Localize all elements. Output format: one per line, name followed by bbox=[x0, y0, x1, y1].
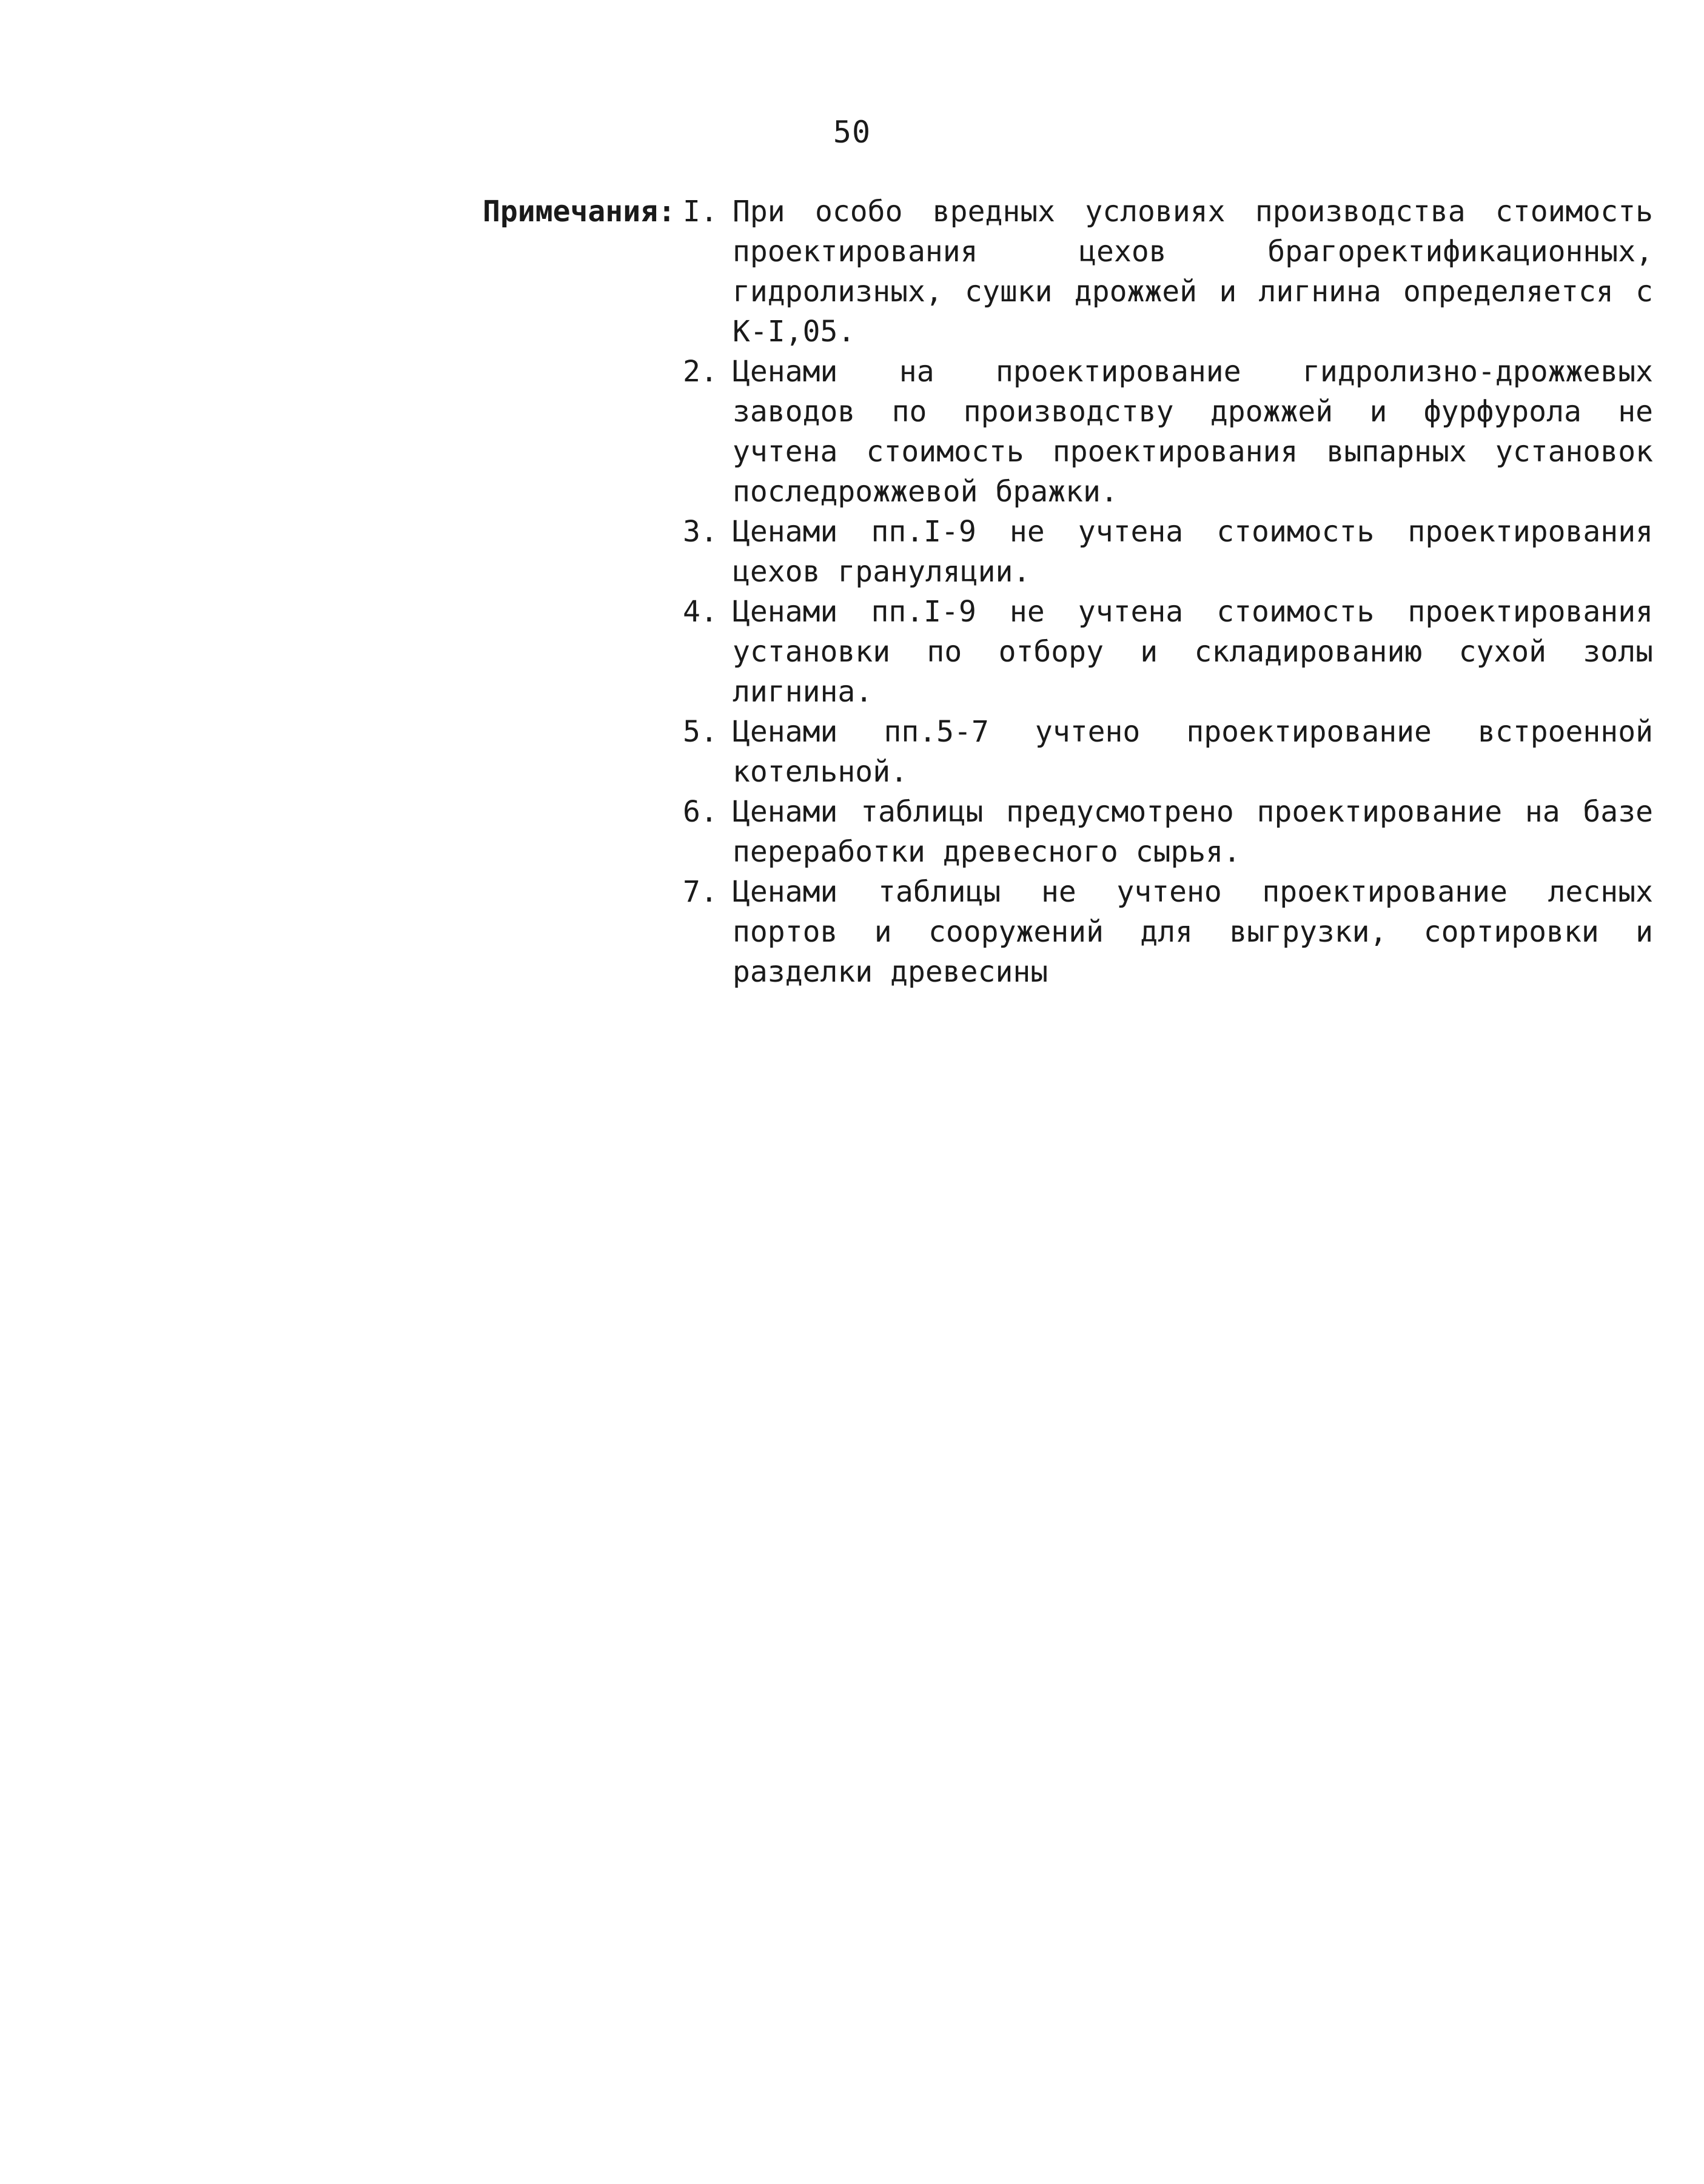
note-number: 5. bbox=[683, 715, 718, 749]
notes-row bbox=[483, 192, 1653, 992]
note-number: 2. bbox=[683, 355, 718, 389]
note-number: 3. bbox=[683, 515, 718, 549]
note-item-6 bbox=[683, 792, 1653, 872]
note-text: Ценами пп.5-7 учтено проектирование встроенной котельной. bbox=[733, 715, 1653, 789]
note-text: Ценами таблицы не учтено проектирование лесных портов и сооружений для выгрузки, сортировки и разделки древесины bbox=[733, 875, 1653, 989]
note-item-1 bbox=[683, 192, 1653, 352]
note-item-2 bbox=[683, 352, 1653, 512]
note-text: При особо вредных условиях производства стоимость проектирования цехов брагоректификационных, гидролизных, сушки дрожжей и лигнина определяется с К-I,05. bbox=[733, 195, 1653, 349]
note-text: Ценами на проектирование гидролизно-дрожжевых заводов по производству дрожжей и фурфурола не учтена стоимость проектирования выпарных установок последрожжевой бражки. bbox=[733, 355, 1653, 509]
note-text: Ценами таблицы предусмотрено проектирование на базе переработки древесного сырья. bbox=[733, 795, 1653, 869]
note-text: Ценами пп.I-9 не учтена стоимость проектирования установки по отбору и складированию сухой золы лигнина. bbox=[733, 595, 1653, 709]
page-number: 50 bbox=[833, 115, 871, 150]
note-item-3 bbox=[683, 512, 1653, 592]
notes-label: Примечания: bbox=[483, 195, 676, 229]
note-text: Ценами пп.I-9 не учтена стоимость проектирования цехов грануляции. bbox=[733, 515, 1653, 589]
note-item-7 bbox=[683, 872, 1653, 992]
note-number: 7. bbox=[683, 875, 718, 909]
notes-section bbox=[483, 192, 1653, 992]
notes-list bbox=[683, 192, 1653, 992]
note-item-5 bbox=[683, 712, 1653, 792]
note-item-4 bbox=[683, 592, 1653, 712]
note-number: 4. bbox=[683, 595, 718, 629]
note-number: I. bbox=[683, 195, 718, 229]
note-number: 6. bbox=[683, 795, 718, 829]
